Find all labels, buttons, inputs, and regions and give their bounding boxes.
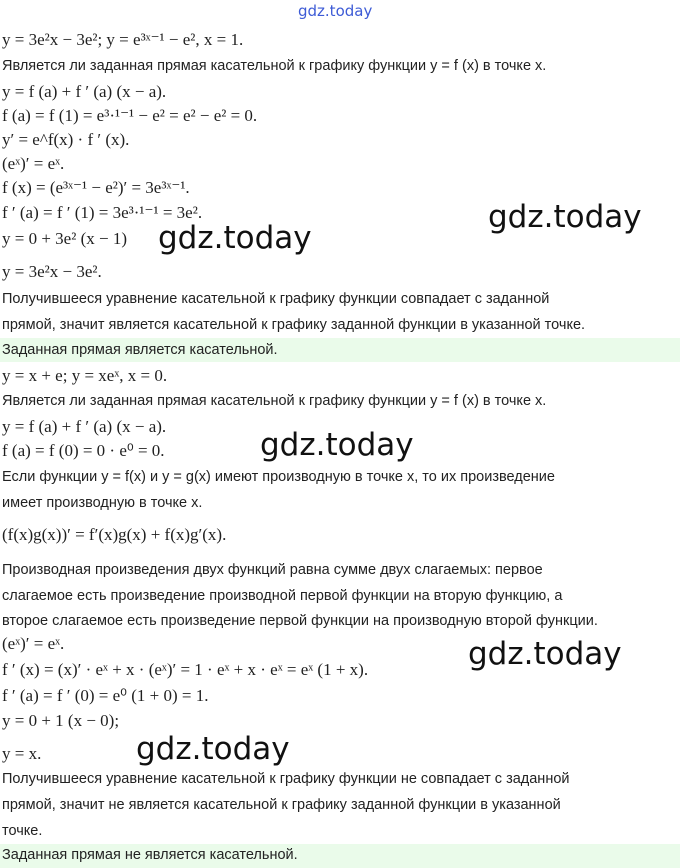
paragraph-line: Получившееся уравнение касательной к графику функции совпадает с заданной <box>2 291 550 307</box>
paragraph-line: второе слагаемое есть произведение первой функции на производную второй функции. <box>2 613 598 629</box>
math-line: f (a) = f (1) = e³·¹⁻¹ − e² = e² − e² = 0. <box>2 106 258 125</box>
paragraph-line: прямой, значит является касательной к графику заданной функции в указанной точке. <box>2 317 586 333</box>
watermark: gdz.today <box>158 220 312 256</box>
math-line: f (a) = f (0) = 0 · e⁰ = 0. <box>2 441 165 460</box>
paragraph-line: точке. <box>2 823 43 839</box>
paragraph-line: Если функции y = f(x) и y = g(x) имеют производную в точке x, то их произведение <box>2 469 555 485</box>
paragraph-line: Получившееся уравнение касательной к графику функции не совпадает с заданной <box>2 771 570 787</box>
math-line: (eˣ)′ = eˣ. <box>2 154 65 173</box>
math-line: y = 0 + 3e² (x − 1) <box>2 229 127 248</box>
header-watermark: gdz.today <box>298 2 373 20</box>
math-line: (eˣ)′ = eˣ. <box>2 634 65 653</box>
watermark: gdz.today <box>136 731 290 767</box>
math-line: y = 3e²x − 3e². <box>2 262 102 281</box>
product-rule: (f(x)g(x))′ = f′(x)g(x) + f(x)g′(x). <box>2 525 227 544</box>
paragraph-line: имеет производную в точке x. <box>2 495 203 511</box>
math-line: y = x. <box>2 744 42 763</box>
math-line: f ′ (a) = f ′ (1) = 3e³·¹⁻¹ = 3e². <box>2 203 203 222</box>
watermark: gdz.today <box>260 427 414 463</box>
question-text: Является ли заданная прямая касательной к графику функции y = f (x) в точке x. <box>2 58 547 74</box>
problem-1-statement: y = 3e²x − 3e²; y = e³ˣ⁻¹ − e², x = 1. <box>2 30 244 49</box>
answer-text-2: Заданная прямая не является касательной. <box>2 847 298 863</box>
math-line: y′ = e^f(x) · f ′ (x). <box>2 130 130 149</box>
math-line: f ′ (x) = (x)′ · eˣ + x · (eˣ)′ = 1 · eˣ + x · eˣ = eˣ (1 + x). <box>2 660 369 679</box>
watermark: gdz.today <box>488 199 642 235</box>
problem-2-statement: y = x + e; y = xeˣ, x = 0. <box>2 366 168 385</box>
watermark: gdz.today <box>468 636 622 672</box>
tangent-formula: y = f (a) + f ′ (a) (x − a). <box>2 417 167 436</box>
math-line: y = 0 + 1 (x − 0); <box>2 711 120 730</box>
question-text: Является ли заданная прямая касательной к графику функции y = f (x) в точке x. <box>2 393 547 409</box>
paragraph-line: слагаемое есть произведение производной первой функции на вторую функцию, а <box>2 588 563 604</box>
paragraph-line: Производная произведения двух функций равна сумме двух слагаемых: первое <box>2 562 543 578</box>
tangent-formula: y = f (a) + f ′ (a) (x − a). <box>2 82 167 101</box>
answer-text-1: Заданная прямая является касательной. <box>2 342 278 358</box>
paragraph-line: прямой, значит не является касательной к графику заданной функции в указанной <box>2 797 561 813</box>
math-line: f ′ (a) = f ′ (0) = e⁰ (1 + 0) = 1. <box>2 686 209 705</box>
math-line: f (x) = (e³ˣ⁻¹ − e²)′ = 3e³ˣ⁻¹. <box>2 178 190 197</box>
